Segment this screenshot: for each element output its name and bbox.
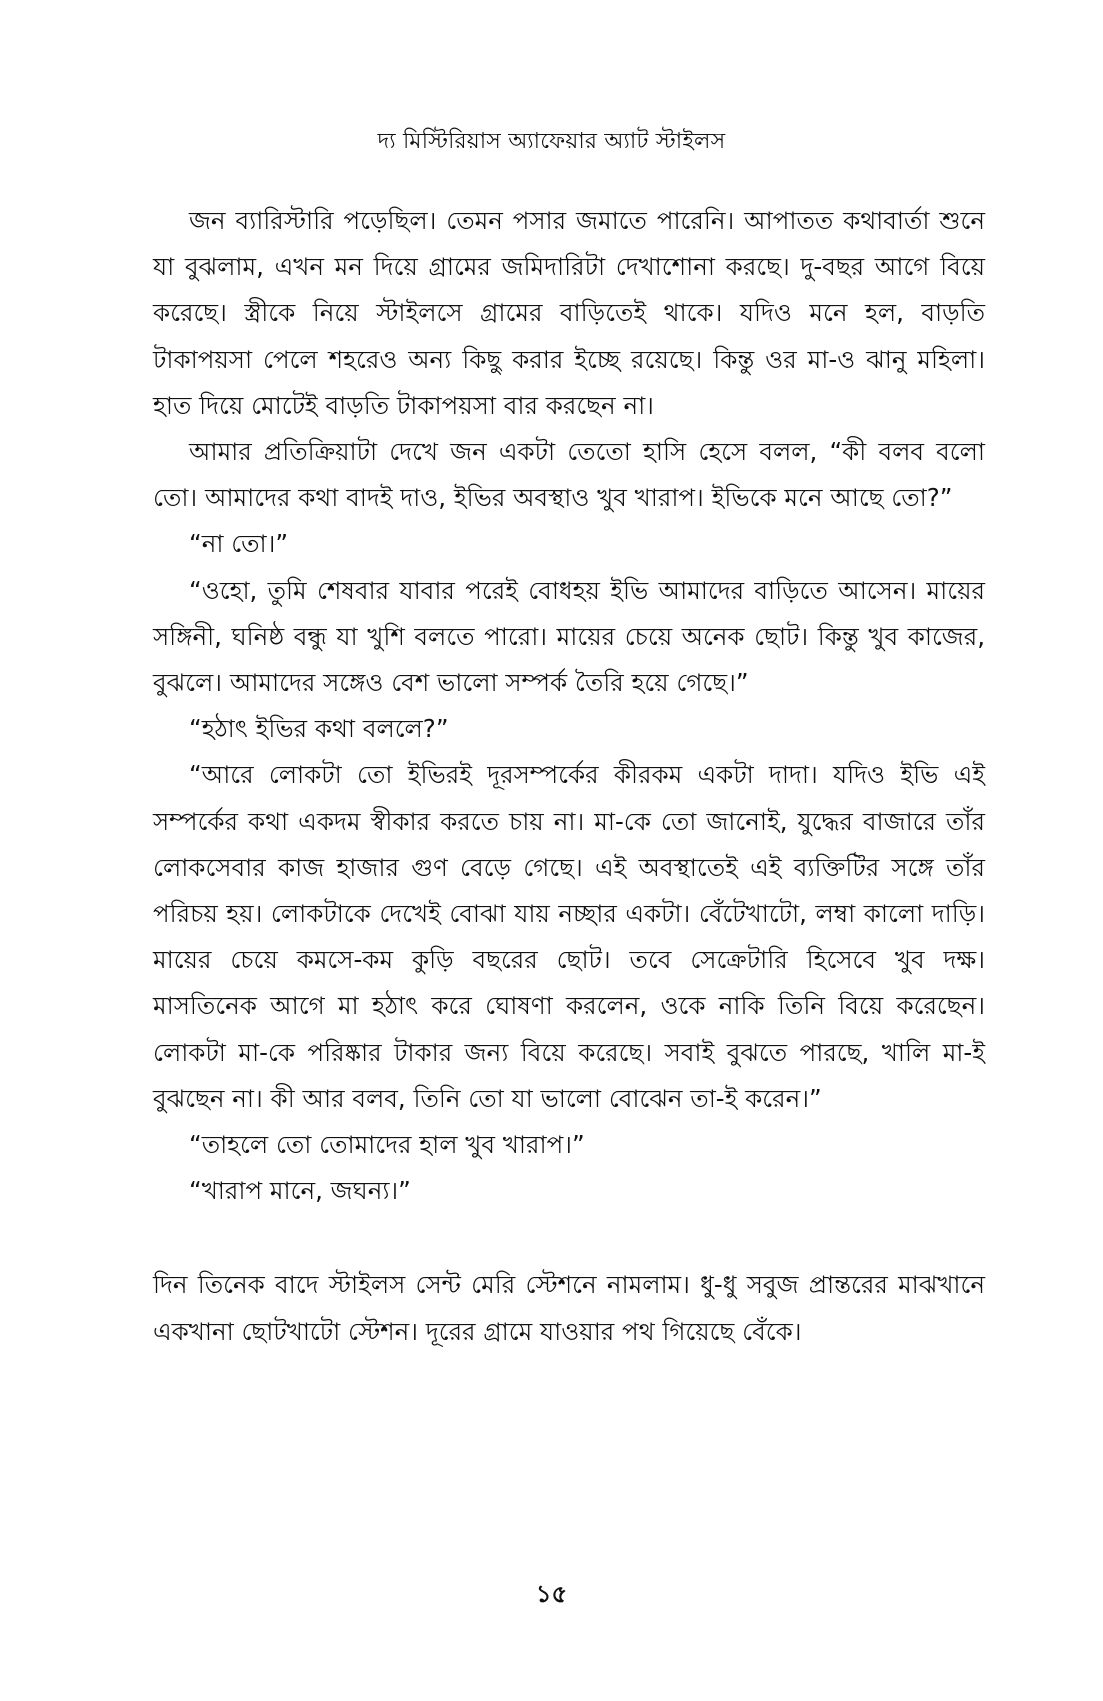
paragraph-arrival-station: দিন তিনেক বাদে স্টাইলস সেন্ট মেরি স্টেশনে নামলাম। ধু-ধু সবুজ প্রান্তরের মাঝখানে একখানা ছোটখাটো স্টেশন। দূরের গ্রামে যাওয়ার পথ গিয়েছে বেঁকে।	[153, 1270, 985, 1346]
running-head: দ্য মিস্টিরিয়াস অ্যাফেয়ার অ্যাট স্টাইলস	[377, 129, 726, 154]
paragraph-dialogue-awful: “খারাপ মানে, জঘন্য।”	[189, 1176, 411, 1206]
paragraph-john-barrister: জন ব্যারিস্টারি পড়েছিল। তেমন পসার জমাতে পারেনি। আপাতত কথাবার্তা শুনে যা বুঝলাম, এখন মন দিয়ে গ্রামের জমিদারিটা দেখাশোনা করছে। দু-বছর আগে বিয়ে করেছে। স্ত্রীকে নিয়ে স্টাইলসে গ্রামের বাড়িতেই থাকে। যদিও মনে হল, বাড়তি টাকাপয়সা পেলে শহরেও অন্য কিছু করার ইচ্ছে রয়েছে। কিন্তু ওর মা-ও ঝানু মহিলা। হাত দিয়ে মোটেই বাড়তি টাকাপয়সা বার করছেন না।	[153, 206, 985, 420]
body-text	[153, 198, 985, 1355]
section-break	[153, 1214, 985, 1262]
page-number: ১৫	[535, 1580, 568, 1608]
paragraph-evie-intro: “ওহো, তুমি শেষবার যাবার পরেই বোধহয় ইভি আমাদের বাড়িতে আসেন। মায়ের সঙ্গিনী, ঘনিষ্ঠ বন্ধু যা খুশি বলতে পারো। মায়ের চেয়ে অনেক ছোট। কিন্তু খুব কাজের, বুঝলে। আমাদের সঙ্গেও বেশ ভালো সম্পর্ক তৈরি হয়ে গেছে।”	[153, 575, 985, 698]
paragraph-dialogue-bad-state: “তাহলে তো তোমাদের হাল খুব খারাপ।”	[189, 1130, 585, 1160]
paragraph-reaction: আমার প্রতিক্রিয়াটা দেখে জন একটা তেতো হাসি হেসে বলল, “কী বলব বলো তো। আমাদের কথা বাদই দাও, ইভির অবস্থাও খুব খারাপ। ইভিকে মনে আছে তো?”	[153, 437, 985, 513]
paragraph-dialogue-no: “না তো।”	[189, 529, 289, 559]
paragraph-the-man: “আরে লোকটা তো ইভিরই দূরসম্পর্কের কীরকম একটা দাদা। যদিও ইভি এই সম্পর্কের কথা একদম স্বীকার করতে চায় না। মা-কে তো জানোই, যুদ্ধের বাজারে তাঁর লোকসেবার কাজ হাজার গুণ বেড়ে গেছে। এই অবস্থাতেই এই ব্যক্তিটির সঙ্গে তাঁর পরিচয় হয়। লোকটাকে দেখেই বোঝা যায় নচ্ছার একটা। বেঁটেখাটো, লম্বা কালো দাড়ি। মায়ের চেয়ে কমসে-কম কুড়ি বছরের ছোট। তবে সেক্রেটারি হিসেবে খুব দক্ষ। মাসতিনেক আগে মা হঠাৎ করে ঘোষণা করলেন, ওকে নাকি তিনি বিয়ে করেছেন। লোকটা মা-কে পরিষ্কার টাকার জন্য বিয়ে করেছে। সবাই বুঝতে পারছে, খালি মা-ই বুঝছেন না। কী আর বলব, তিনি তো যা ভালো বোঝেন তা-ই করেন।”	[153, 760, 985, 1113]
paragraph-dialogue-why-evie: “হঠাৎ ইভির কথা বললে?”	[189, 714, 449, 744]
